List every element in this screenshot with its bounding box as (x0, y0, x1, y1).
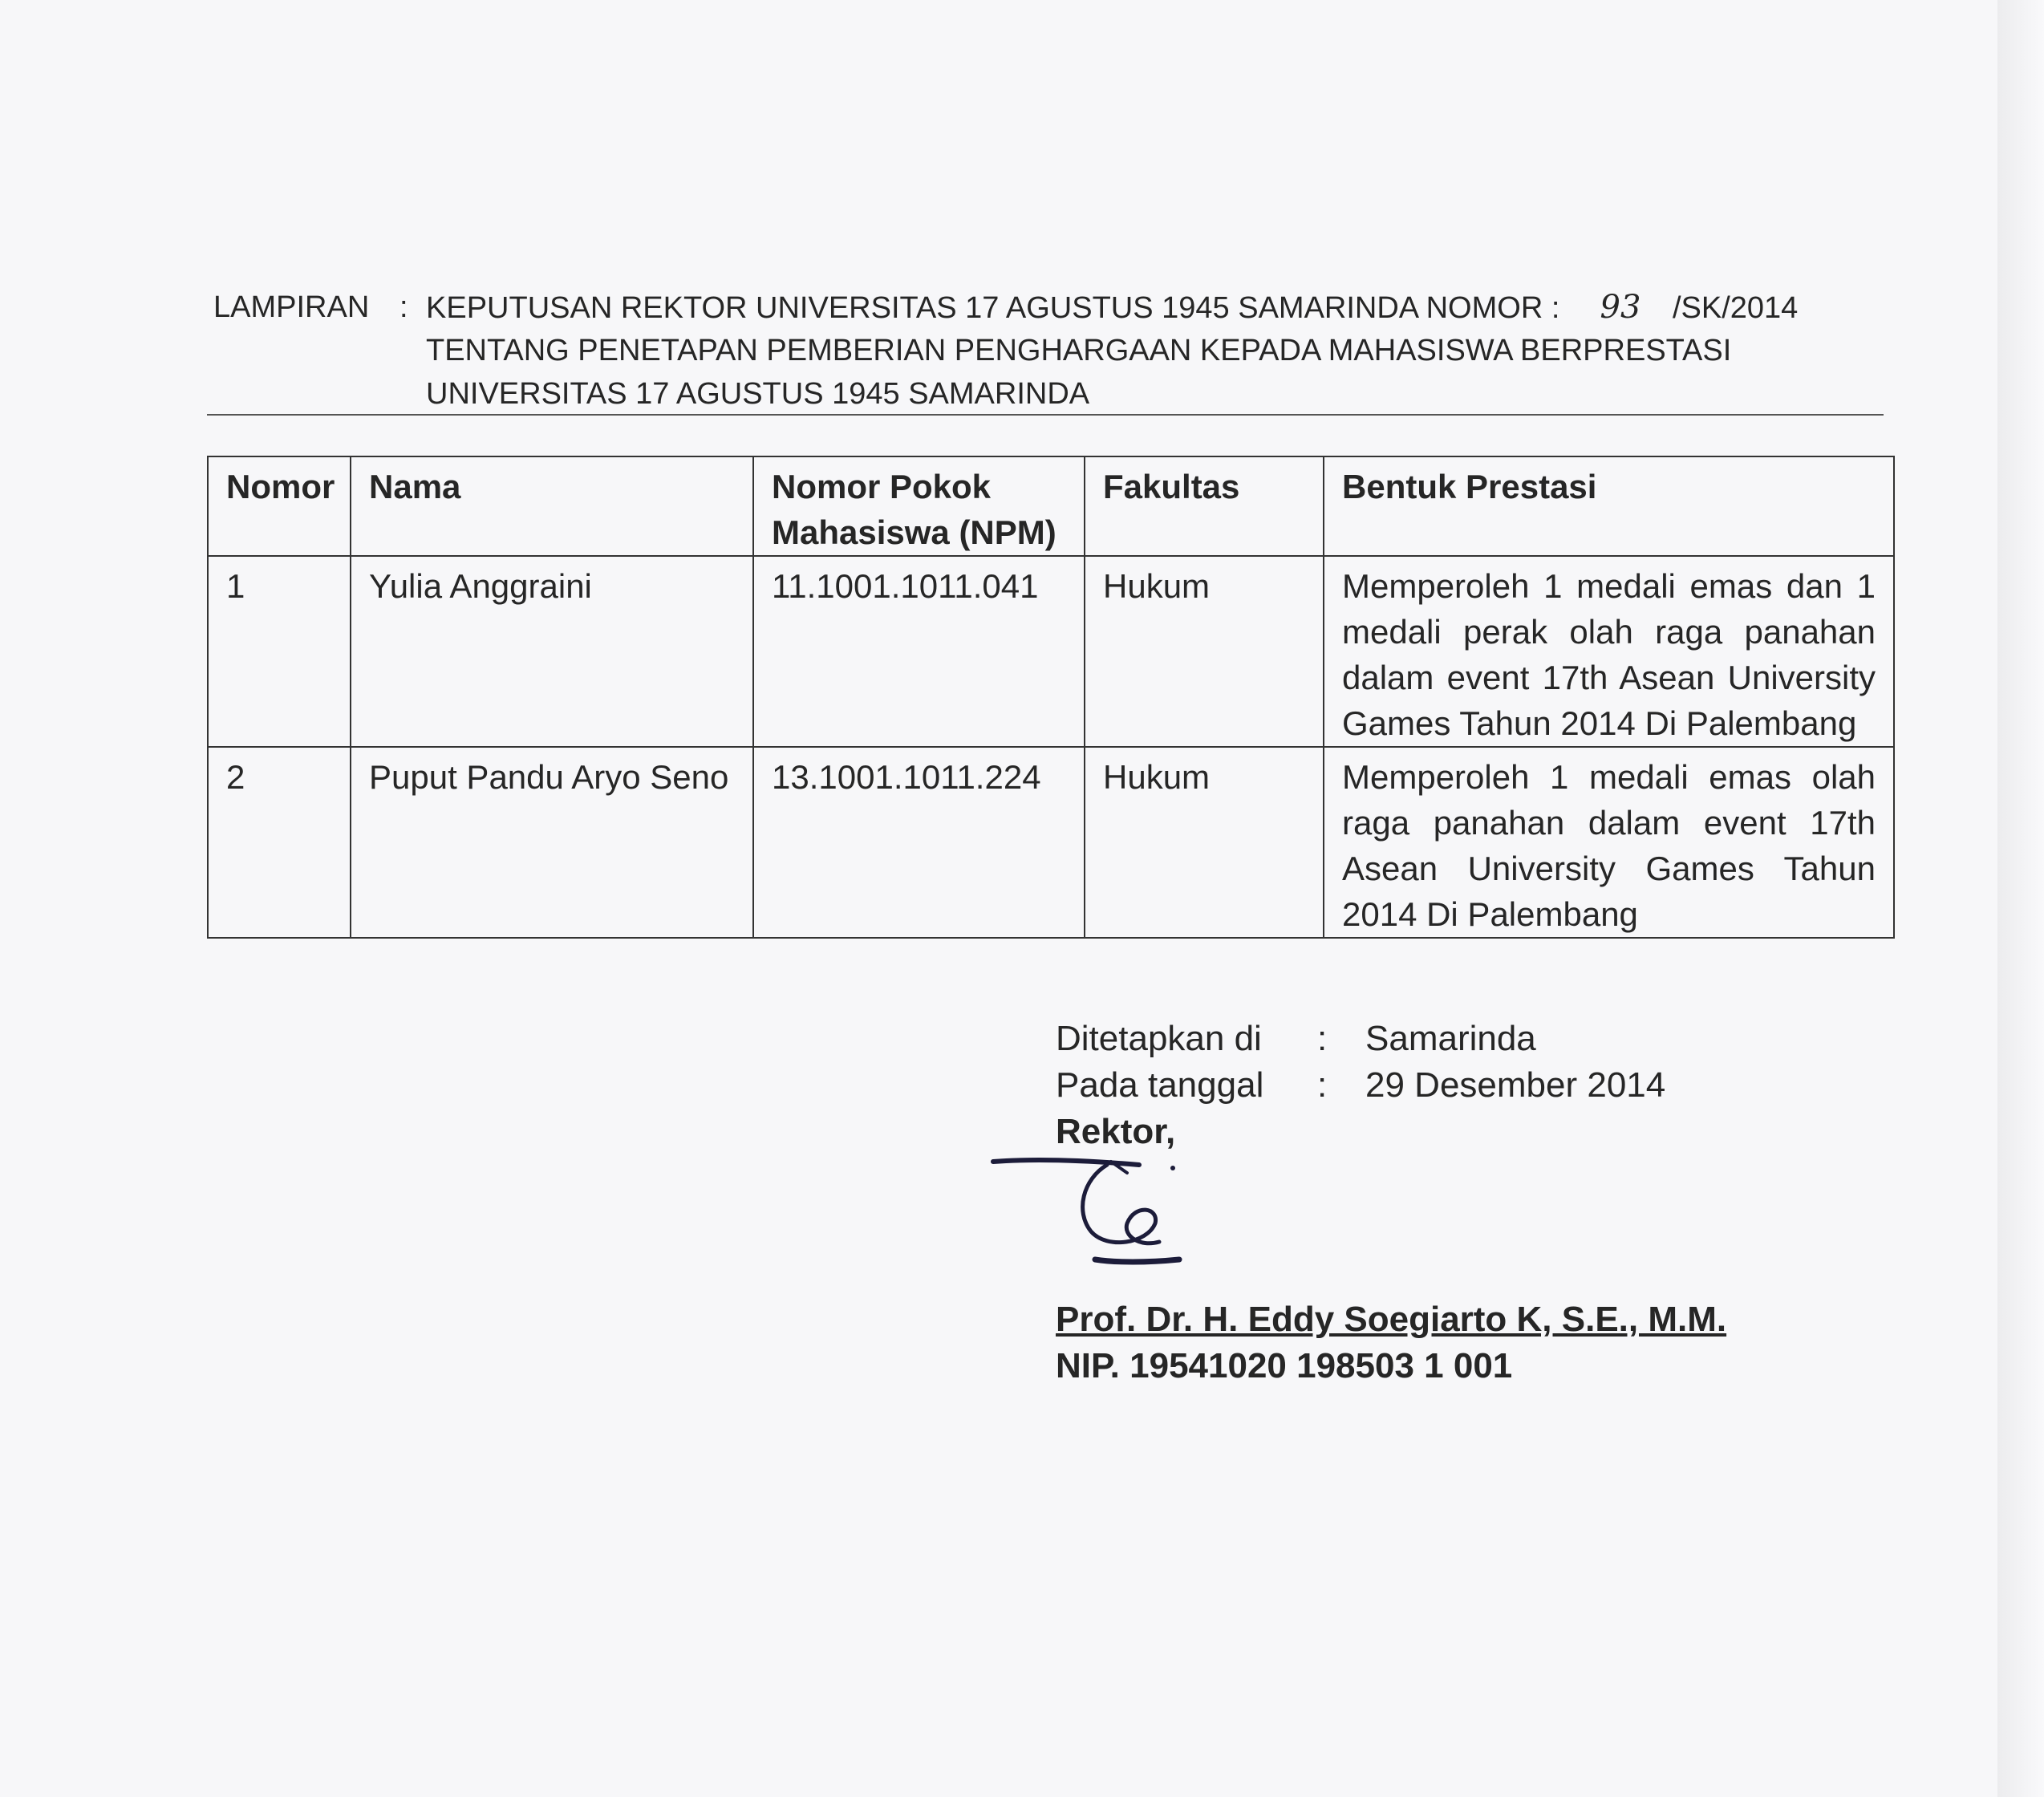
signatory-name: Prof. Dr. H. Eddy Soegiarto K, S.E., M.M. (1056, 1300, 1727, 1339)
table-row (208, 747, 1894, 938)
handwritten-signature (987, 1147, 1227, 1268)
cell-nama: Yulia Anggraini (351, 556, 753, 747)
signatory-title: Rektor, (1056, 1112, 1176, 1151)
header-npm: Nomor Pokok Mahasiswa (NPM) (753, 456, 1085, 556)
cell-npm: 11.1001.1011.041 (753, 556, 1085, 747)
title-line-1 (426, 286, 1798, 329)
cell-nama: Puput Pandu Aryo Seno (351, 747, 753, 938)
place-colon: : (1317, 1019, 1328, 1058)
header-nomor: Nomor (208, 456, 351, 556)
page-edge (1997, 0, 2044, 1797)
cell-fakultas: Hukum (1085, 556, 1324, 747)
table-row (208, 556, 1894, 747)
date-label: Pada tanggal (1056, 1065, 1264, 1105)
attachment-label: LAMPIRAN (213, 290, 370, 324)
cell-prestasi: Memperoleh 1 medali emas olah raga panahan dalam event 17th Asean University Games Tahun 2014 Di Palembang (1324, 747, 1894, 938)
title-line-1-post: /SK/2014 (1672, 291, 1799, 325)
cell-fakultas: Hukum (1085, 747, 1324, 938)
date-value: 29 Desember 2014 (1365, 1065, 1666, 1105)
cell-nomor: 2 (208, 747, 351, 938)
attachment-colon: : (399, 290, 408, 324)
cell-prestasi: Memperoleh 1 medali emas dan 1 medali perak olah raga panahan dalam event 17th Asean University Games Tahun 2014 Di Palembang (1324, 556, 1894, 747)
place-row (1056, 1016, 1536, 1062)
header-fakultas: Fakultas (1085, 456, 1324, 556)
header-nama: Nama (351, 456, 753, 556)
place-value: Samarinda (1365, 1019, 1536, 1058)
signature-block (1056, 1016, 1666, 1155)
header-divider (207, 414, 1884, 416)
attachment-title (426, 286, 1798, 416)
cell-nomor: 1 (208, 556, 351, 747)
title-line-2: TENTANG PENETAPAN PEMBERIAN PENGHARGAAN KEPADA MAHASISWA BERPRESTASI (426, 334, 1732, 367)
signatory-nip: NIP. 19541020 198503 1 001 (1056, 1346, 1513, 1385)
title-line-3: UNIVERSITAS 17 AGUSTUS 1945 SAMARINDA (426, 377, 1090, 411)
header-prestasi: Bentuk Prestasi (1324, 456, 1894, 556)
date-row (1056, 1062, 1666, 1109)
title-line-1-pre: KEPUTUSAN REKTOR UNIVERSITAS 17 AGUSTUS 1945 SAMARINDA NOMOR : (426, 291, 1560, 325)
place-label: Ditetapkan di (1056, 1019, 1262, 1058)
date-colon: : (1317, 1065, 1328, 1105)
achievement-table (207, 456, 1895, 939)
cell-npm: 13.1001.1011.224 (753, 747, 1085, 938)
table-header-row (208, 456, 1894, 556)
handwritten-number: 93 (1600, 289, 1641, 326)
signatory (1056, 1296, 1726, 1389)
